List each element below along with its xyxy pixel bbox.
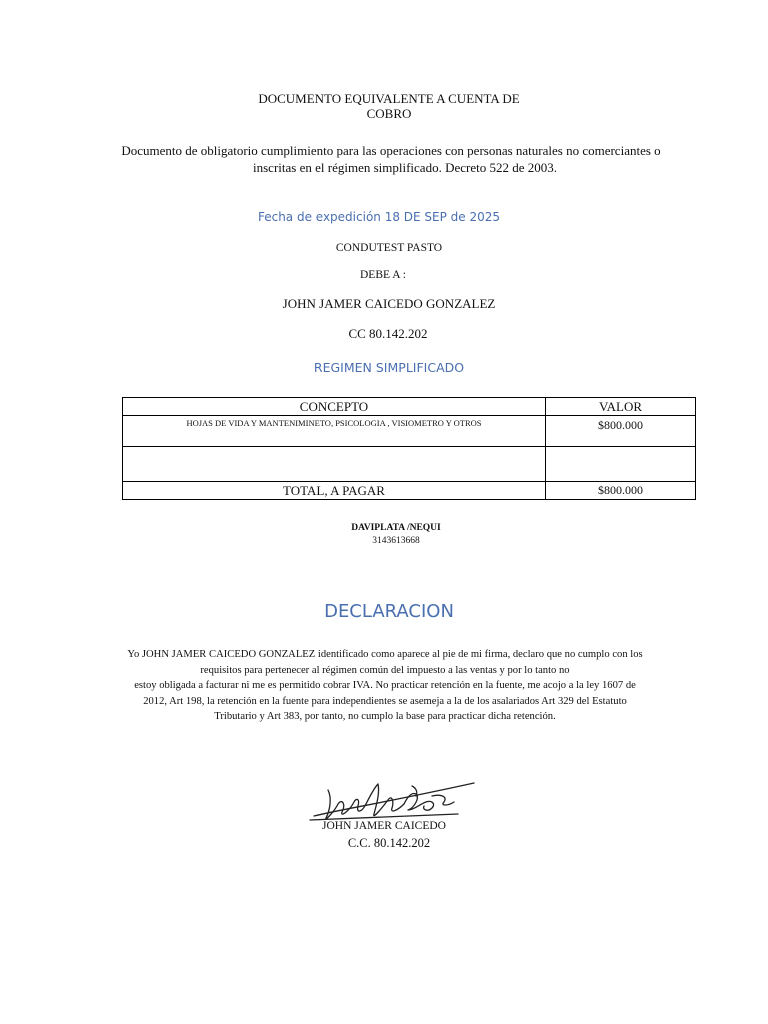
table-header-row bbox=[123, 398, 696, 416]
declaration-line-4: 2012, Art 198, la retención en la fuente para independientes se asemeja a la de los asalariados Art 329 del Estatuto bbox=[143, 695, 627, 707]
declaration-heading: DECLARACION bbox=[324, 601, 454, 622]
valor-cell bbox=[546, 447, 696, 482]
table-row bbox=[123, 416, 696, 447]
company-name: CONDUTEST PASTO bbox=[335, 242, 443, 254]
creditor-id: CC 80.142.202 bbox=[348, 326, 428, 341]
declaration-line-5: Tributario y Art 383, por tanto, no cumplo la base para practicar dicha retención. bbox=[214, 711, 556, 723]
payment-info bbox=[0, 522, 768, 548]
declaration-line-2: requisitos para pertenecer al régimen común del impuesto a las ventas y por lo tanto no bbox=[200, 664, 570, 676]
signatory-id: C.C. 80.142.202 bbox=[347, 836, 431, 850]
valor-cell bbox=[546, 416, 696, 447]
payment-number: 3143613668 bbox=[372, 536, 420, 546]
header-concepto: CONCEPTO bbox=[123, 398, 546, 416]
intro-line-2: inscritas en el régimen simplificado. Decreto 522 de 2003. bbox=[253, 160, 557, 175]
intro-paragraph bbox=[0, 142, 768, 176]
concepto-text bbox=[123, 464, 545, 465]
document-title-line-2: COBRO bbox=[366, 106, 412, 121]
header-valor: VALOR bbox=[546, 398, 696, 416]
document-title bbox=[0, 91, 768, 121]
concepto-cell bbox=[123, 447, 546, 482]
table-row bbox=[123, 447, 696, 482]
payment-method: DAVIPLATA /NEQUI bbox=[351, 523, 441, 533]
intro-line-1: Documento de obligatorio cumplimiento para las operaciones con personas naturales no comerciantes o bbox=[121, 143, 661, 158]
valor-text: $800.000 bbox=[598, 418, 643, 432]
concepto-cell bbox=[123, 416, 546, 447]
signatory-name: JOHN JAMER CAICEDO bbox=[322, 820, 446, 832]
issue-date: Fecha de expedición 18 DE SEP de 2025 bbox=[257, 210, 501, 224]
concepto-text: HOJAS DE VIDA Y MANTENIMINETO, PSICOLOGIA , VISIOMETRO Y OTROS bbox=[186, 418, 482, 428]
concept-table bbox=[122, 397, 696, 500]
total-value: $800.000 bbox=[546, 482, 696, 500]
declaration-line-1: Yo JOHN JAMER CAICEDO GONZALEZ identificado como aparece al pie de mi firma, declaro que no cumplo con los bbox=[127, 649, 643, 660]
regimen-label: REGIMEN SIMPLIFICADO bbox=[313, 360, 465, 375]
document-title-line-1: DOCUMENTO EQUIVALENTE A CUENTA DE bbox=[258, 91, 520, 106]
valor-text bbox=[546, 463, 695, 465]
debe-a-label: DEBE A : bbox=[359, 269, 406, 281]
declaration-line-3: estoy obligada a facturar ni me es permitido cobrar IVA. No practicar retención en la fuente, me acojo a la ley 1607 de bbox=[134, 680, 636, 692]
creditor-name: JOHN JAMER CAICEDO GONZALEZ bbox=[282, 296, 496, 311]
declaration-text bbox=[100, 647, 670, 725]
total-row bbox=[123, 482, 696, 500]
total-label: TOTAL, A PAGAR bbox=[123, 482, 546, 500]
